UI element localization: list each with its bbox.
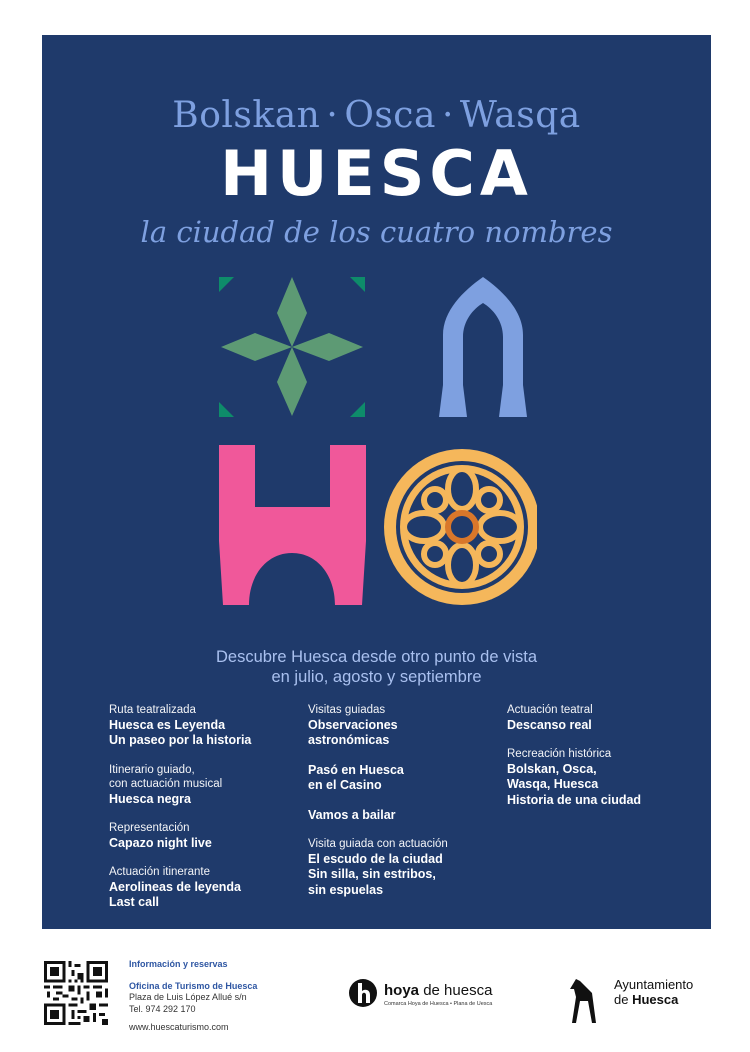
ayto-city: Huesca [632,992,679,1007]
footer [0,929,750,1052]
event-item [109,821,299,851]
hoya-light-text: de huesca [423,982,493,999]
event-title: Huesca es Leyenda [109,717,226,732]
intro-text [42,647,711,687]
arch-icon [439,277,527,417]
name-osca: Osca [344,95,436,136]
events-column-2 [308,703,498,912]
event-category: Visita guiada con actuación [308,838,448,850]
h-letter-icon [219,445,366,605]
poster-panel [42,35,711,929]
intro-line-1: Descubre Huesca desde otro punto de vista [215,648,538,666]
event-title: El escudo de la ciudad [308,851,443,866]
ayuntamiento-logo[interactable] [566,975,726,1025]
intro-line-2: en julio, agosto y septiembre [271,668,482,686]
geometric-star-icon [219,277,365,417]
event-title: Aerolineas de leyenda [109,879,242,894]
event-title: astronómicas [308,733,390,747]
office-name: Oficina de Turismo de Huesca [129,980,258,991]
event-title: sin espuelas [308,882,384,897]
hoya-subtitle: Comarca Hoya de Huesca • Plana de Uesca [384,1001,493,1007]
tagline: la ciudad de los cuatro nombres [140,215,613,249]
ayto-line-1: Ayuntamiento [614,977,694,992]
rosette-icon [384,449,537,605]
event-item [308,763,498,794]
event-category: Recreación histórica [507,748,612,760]
event-item [109,763,299,808]
event-title: Observaciones [308,717,398,732]
event-title: en el Casino [308,778,382,792]
website-link[interactable]: www.huescaturismo.com [129,1022,229,1032]
event-item [109,703,299,749]
four-names-motif [217,275,537,605]
city-title: HUESCA [220,137,533,210]
event-title: Un paseo por la historia [109,733,252,747]
event-category: Ruta teatralizada [109,704,196,716]
hoya-de-huesca-logo[interactable] [348,978,508,1010]
ayto-de: de [614,992,629,1007]
event-category: Itinerario guiado, [109,763,195,776]
events-column-3 [507,703,707,822]
qr-code-icon[interactable] [44,961,108,1025]
info-header: Información y reservas [129,959,228,969]
event-item [308,808,498,824]
event-title: Huesca negra [109,791,191,806]
hoya-de-huesca-logo-icon [348,978,378,1008]
event-title: Last call [109,895,160,909]
event-title: Wasqa, Huesca [507,777,599,791]
contact-info [129,959,257,1034]
events-column-1 [109,703,299,925]
office-phone[interactable]: Tel. 974 292 170 [129,1003,196,1014]
event-title: Descanso real [507,717,592,732]
ayuntamiento-wordmark [614,977,693,1007]
office-address: Plaza de Luis López Allué s/n [129,992,247,1002]
event-category: Actuación itinerante [109,866,211,878]
separator-dot: · [326,95,339,136]
event-item [507,703,707,733]
event-title: Vamos a bailar [308,807,396,822]
event-title: Capazo night live [109,835,212,850]
hoya-bold-text: hoya [384,982,420,999]
horse-logo-icon [566,975,606,1025]
name-wasqa: Wasqa [459,95,581,136]
event-item [507,747,707,808]
event-item [109,865,299,911]
event-item [308,837,498,898]
event-category: Representación [109,822,190,834]
event-title: Pasó en Huesca [308,762,404,777]
hoya-wordmark [384,982,492,999]
event-category: Visitas guiadas [308,704,386,716]
four-names-heading [42,95,711,136]
event-title: Sin silla, sin estribos, [308,867,436,881]
event-title: Historia de una ciudad [507,792,642,807]
separator-dot: · [441,95,454,136]
event-category: Actuación teatral [507,704,593,716]
event-title: Bolskan, Osca, [507,761,597,776]
event-item [308,703,498,749]
name-bolskan: Bolskan [172,95,321,136]
event-category: con actuación musical [109,778,223,790]
